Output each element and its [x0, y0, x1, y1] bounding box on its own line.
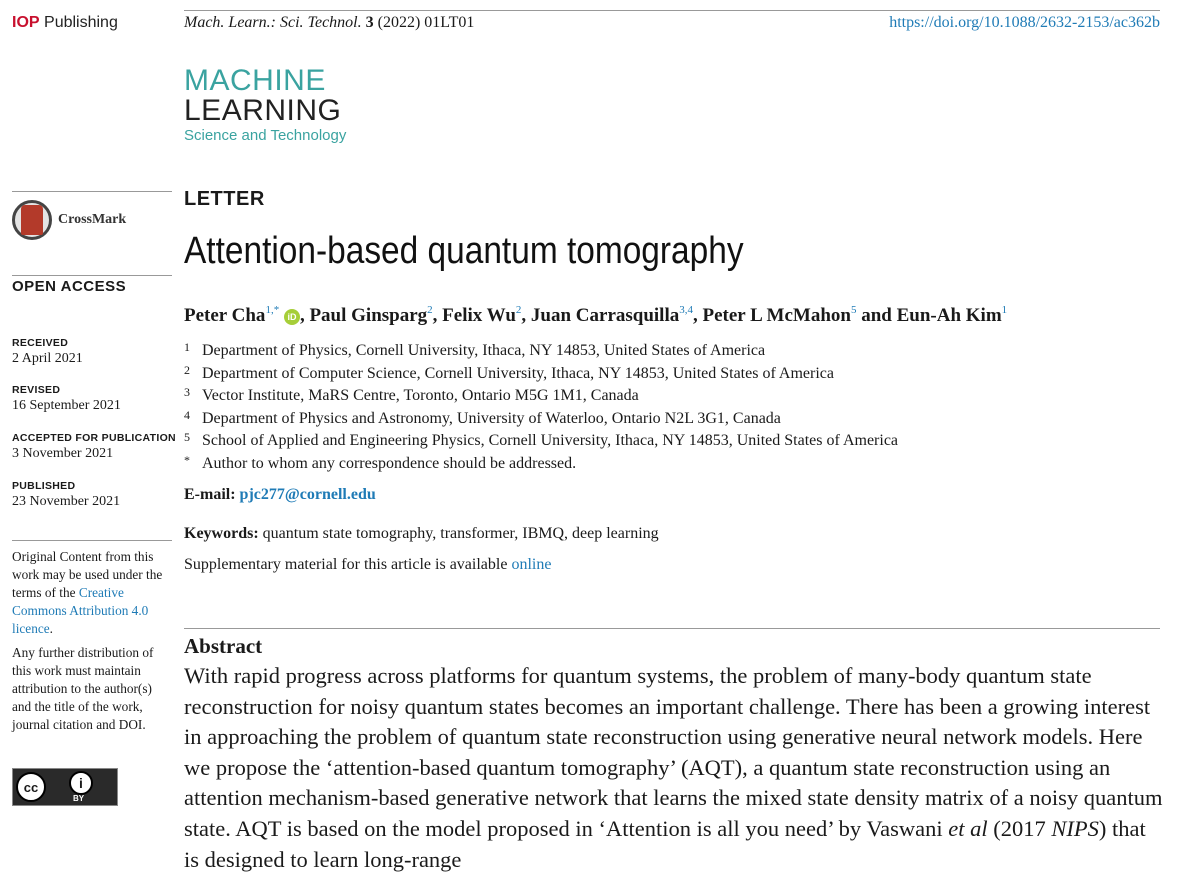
date-label: RECEIVED: [12, 337, 69, 349]
date-received: [12, 337, 83, 367]
license-paragraph: [12, 548, 172, 638]
article-type: LETTER: [184, 188, 265, 210]
license-attribution: Any further distribution of this work must maintain attribution to the author(s) and the title of the work, journal citation and DOI.: [12, 645, 154, 732]
creative-commons-icon: cc: [16, 772, 46, 802]
email-label: E-mail:: [184, 486, 236, 503]
author[interactable]: Peter L McMahon$^5$: [702, 304, 857, 326]
journal-reference: [184, 14, 474, 32]
supplementary-line: [184, 556, 551, 574]
crossmark-icon: [12, 200, 52, 240]
doi-link[interactable]: https://doi.org/10.1088/2632-2153/ac362b: [889, 14, 1160, 31]
author[interactable]: Paul Ginsparg$^2$: [309, 304, 433, 326]
attribution-person-icon: i: [69, 771, 93, 795]
abstract-text: With rapid progress across platforms for quantum systems, the problem of many-body quantum state reconstruction for noisy quantum states becomes an important challenge. There has been a growing interest in approaching the problem of quantum state reconstruction using generative neural network models. Here we propose the ‘attention-based quantum tomography’ (AQT), a quantum state reconstruction using an attention mechanism-based generative network that learns the mixed state density matrix of a noisy quantum state. AQT is based on the model proposed in ‘Attention is all you need’ by Vaswani et al (2017 NIPS) that is designed to learn long-range: [184, 663, 1163, 872]
author[interactable]: Felix Wu$^2$: [442, 304, 522, 326]
email-line: [184, 486, 376, 504]
license-text: Original Content from this work may be used under the terms of the: [12, 549, 163, 600]
abstract-heading: Abstract: [184, 634, 263, 658]
author[interactable]: Peter Cha$^{1,*}$: [184, 304, 280, 326]
license-period: .: [49, 621, 53, 636]
journal-volume: 3: [365, 14, 374, 31]
supplementary-link[interactable]: online: [511, 556, 552, 573]
date-value: 16 September 2021: [12, 398, 121, 413]
author-list: Peter Cha$^{1,*}$ iD , Paul Ginsparg$^2$, Felix Wu$^2$, Juan Carrasquilla$^{3,4}$, Peter L McMahon$^5$ and Eun-Ah Kim$^1$: [184, 304, 1008, 326]
affiliation-item: 4 Department of Physics and Astronomy, University of Waterloo, Ontario N2L 3G1, Canada: [184, 407, 781, 427]
publisher-logo[interactable]: [12, 14, 118, 32]
email-link[interactable]: pjc277@cornell.edu: [239, 486, 376, 503]
keywords-value: quantum state tomography, transformer, IBMQ, deep learning: [262, 525, 659, 542]
date-label: REVISED: [12, 384, 61, 396]
journal-abbrev: Mach. Learn.: Sci. Technol.: [184, 14, 362, 31]
author[interactable]: Eun-Ah Kim$^1$: [896, 304, 1008, 326]
keywords-line: [184, 525, 659, 543]
date-value: 3 November 2021: [12, 446, 114, 461]
date-revised: [12, 384, 121, 414]
date-published: [12, 480, 120, 510]
crossmark-button[interactable]: [12, 200, 126, 240]
sidebar-rule-oa: [12, 275, 172, 276]
affiliation-item: 2 Department of Computer Science, Cornell University, Ithaca, NY 14853, United States of America: [184, 362, 834, 382]
cc-by-badge[interactable]: [12, 768, 118, 806]
date-label: ACCEPTED FOR PUBLICATION: [12, 432, 176, 444]
supplementary-text: Supplementary material for this article is available: [184, 556, 508, 573]
affiliation-item: 1 Department of Physics, Cornell University, Ithaca, NY 14853, United States of America: [184, 340, 766, 359]
affiliation-list: [184, 340, 898, 475]
correspondence-note: * Author to whom any correspondence should be addressed.: [184, 452, 577, 472]
article-title: Attention-based quantum tomography: [184, 230, 744, 272]
date-value: 2 April 2021: [12, 351, 83, 366]
affiliation-item: 3 Vector Institute, MaRS Centre, Toronto, Ontario M5G 1M1, Canada: [184, 385, 639, 404]
orcid-icon[interactable]: iD: [284, 309, 300, 325]
date-label: PUBLISHED: [12, 480, 76, 492]
publisher-brand: IOP: [12, 14, 40, 31]
date-value: 23 November 2021: [12, 494, 121, 509]
journal-year-article: (2022) 01LT01: [377, 14, 475, 31]
sidebar-rule-top: [12, 191, 172, 192]
date-accepted: [12, 432, 176, 462]
sidebar-rule-license: [12, 540, 172, 541]
cc-licence-link[interactable]: Creative Commons Attribution 4.0 licence: [12, 585, 149, 636]
affiliation-item: 5 School of Applied and Engineering Physics, Cornell University, Ithaca, NY 14853, United States of America: [184, 430, 899, 449]
publisher-name: Publishing: [44, 14, 118, 31]
header-rule: [184, 10, 1160, 11]
keywords-label: Keywords:: [184, 525, 259, 542]
journal-logo-line1: MACHINE: [184, 64, 326, 97]
crossmark-label: CrossMark: [58, 212, 127, 227]
license-info: [12, 548, 172, 740]
by-label: BY: [73, 794, 85, 803]
journal-logo[interactable]: [184, 66, 346, 146]
abstract-rule: [184, 628, 1160, 629]
author[interactable]: Juan Carrasquilla$^{3,4}$: [530, 304, 693, 326]
journal-logo-line2: LEARNING: [184, 94, 342, 127]
journal-logo-line3: Science and Technology: [184, 127, 347, 144]
open-access-label: OPEN ACCESS: [12, 278, 127, 295]
